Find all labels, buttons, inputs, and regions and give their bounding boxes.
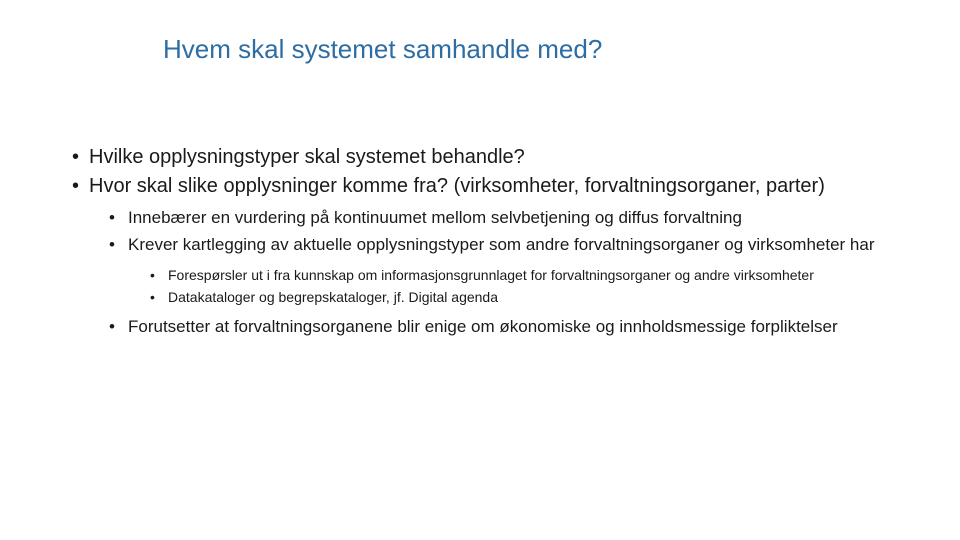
bullet-list	[72, 145, 892, 343]
bullet-glyph: •	[109, 317, 115, 336]
bullet-glyph: •	[109, 235, 115, 254]
bullet-text: Datakataloger og begrepskataloger, jf. Digital agenda	[168, 289, 498, 305]
sub-bullet-item	[72, 207, 892, 229]
sub-sub-bullet-item	[72, 266, 892, 284]
bullet-glyph: •	[150, 289, 155, 305]
slide-title: Hvem skal systemet samhandle med?	[163, 34, 603, 64]
bullet-glyph: •	[150, 267, 155, 283]
bullet-item	[72, 145, 892, 170]
bullet-text: Hvilke opplysningstyper skal systemet behandle?	[89, 146, 525, 168]
bullet-text: Forutsetter at forvaltningsorganene blir enige om økonomiske og innholdsmessige forpliktelser	[128, 317, 838, 336]
bullet-text: Krever kartlegging av aktuelle opplysningstyper som andre forvaltningsorganer og virksomheter har	[128, 235, 875, 254]
bullet-glyph: •	[72, 175, 80, 197]
bullet-glyph: •	[109, 208, 115, 227]
bullet-text: Innebærer en vurdering på kontinuumet mellom selvbetjening og diffus forvaltning	[128, 208, 742, 227]
bullet-text: Forespørsler ut i fra kunnskap om informasjonsgrunnlaget for forvaltningsorganer og andre virksomheter	[168, 267, 814, 283]
sub-bullet-item	[72, 316, 892, 338]
sub-bullet-item	[72, 234, 892, 256]
bullet-glyph: •	[72, 146, 80, 168]
sub-sub-bullet-item	[72, 288, 892, 306]
bullet-text: Hvor skal slike opplysninger komme fra? (virksomheter, forvaltningsorganer, parter)	[89, 175, 825, 197]
bullet-item	[72, 174, 892, 199]
